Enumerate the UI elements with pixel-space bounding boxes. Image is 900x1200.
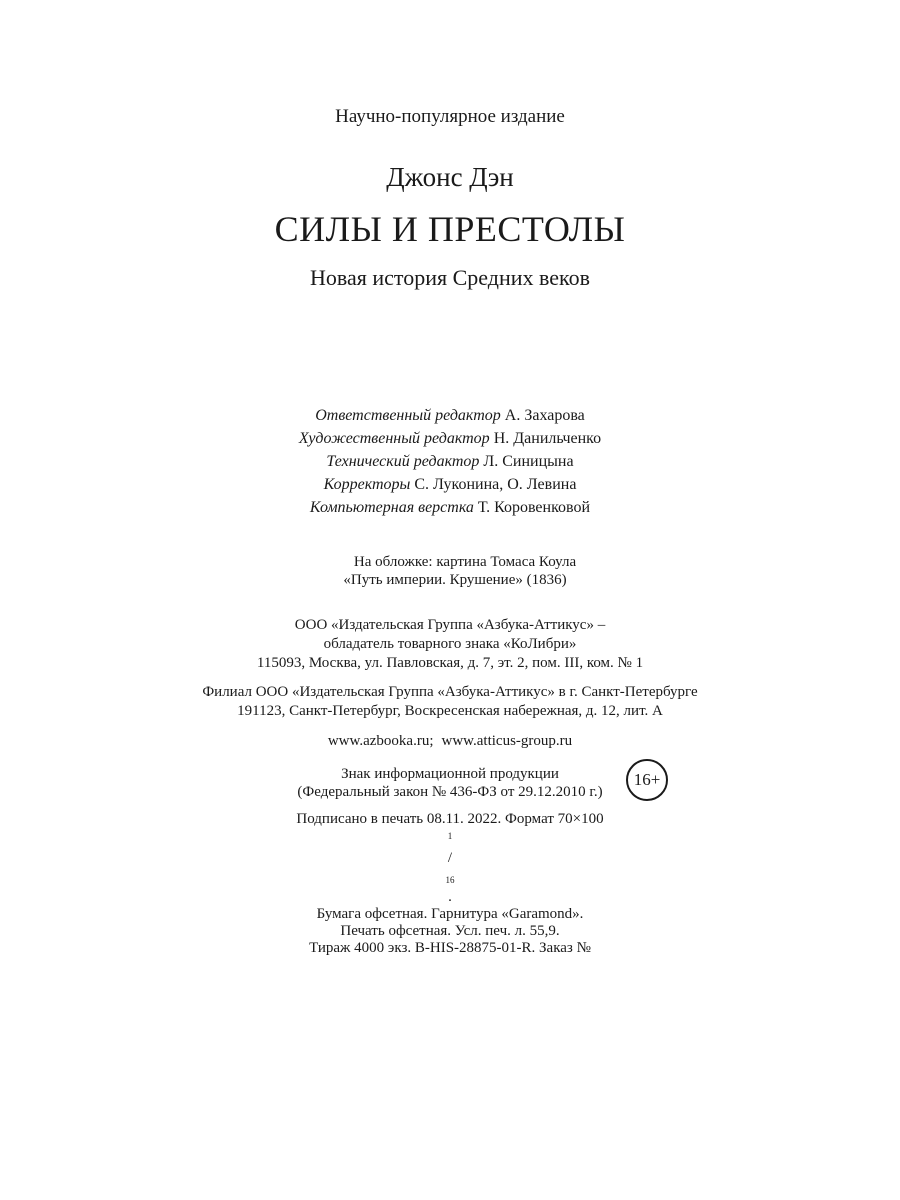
- print-format-text: Подписано в печать 08.11. 2022. Формат 70×100: [296, 811, 604, 827]
- format-denominator: 16: [445, 875, 455, 885]
- credit-line: [0, 450, 900, 473]
- publisher-line-3: 115093, Москва, ул. Павловская, д. 7, эт. 2, пом. III, ком. № 1: [256, 655, 644, 671]
- credit-role: Корректоры: [323, 476, 411, 493]
- author-name: Джонс Дэн: [386, 162, 514, 192]
- credit-role: Художественный редактор: [298, 430, 490, 447]
- format-slash: /: [447, 850, 453, 866]
- print-line-1: [0, 811, 900, 906]
- website-link[interactable]: www.atticus-group.ru: [441, 733, 573, 749]
- print-line-3: Печать офсетная. Усл. печ. л. 55,9.: [340, 923, 560, 939]
- credits-block: [0, 404, 900, 519]
- credit-name: Л. Синицына: [483, 453, 574, 470]
- credit-name: Т. Коровенковой: [477, 499, 591, 516]
- credit-role: Ответственный редактор: [315, 407, 501, 424]
- branch-info: [0, 683, 900, 721]
- cover-credit: [0, 553, 900, 589]
- branch-line-1: Филиал ООО «Издательская Группа «Азбука-Аттикус» в г. Санкт-Петербурге: [202, 684, 698, 700]
- info-sign-block: [0, 765, 900, 801]
- credit-name: Н. Данильченко: [493, 430, 602, 447]
- cover-line-2: «Путь империи. Крушение» (1836): [343, 572, 567, 588]
- credit-role: Компьютерная верстка: [309, 499, 474, 516]
- credit-line: [0, 496, 900, 519]
- credit-line: [0, 404, 900, 427]
- websites: [0, 733, 900, 750]
- book-subtitle: Новая история Средних веков: [310, 265, 590, 290]
- credit-name: А. Захарова: [504, 407, 585, 424]
- age-rating-badge: 16+: [626, 759, 668, 801]
- website-link[interactable]: www.azbooka.ru;: [327, 733, 434, 749]
- publisher-line-2: обладатель товарного знака «КоЛибри»: [323, 636, 577, 652]
- book-title: СИЛЫ И ПРЕСТОЛЫ: [274, 209, 626, 249]
- publisher-line-1: ООО «Издательская Группа «Азбука-Аттикус» –: [294, 617, 606, 633]
- credit-name: С. Луконина, О. Левина: [414, 476, 577, 493]
- credit-line: [0, 427, 900, 450]
- credit-line: [0, 473, 900, 496]
- info-sign-line-2: (Федеральный закон № 436-ФЗ от 29.12.2010 г.): [297, 784, 603, 800]
- print-line-2: Бумага офсетная. Гарнитура «Garamond».: [316, 906, 584, 922]
- cover-line-1: На обложке: картина Томаса Коула: [353, 554, 577, 570]
- info-sign-line-1: Знак информационной продукции: [341, 766, 559, 782]
- print-info: [0, 811, 900, 957]
- print-line-4: Тираж 4000 экз. B-HIS-28875-01-R. Заказ №: [309, 940, 591, 956]
- format-numerator: 1: [447, 831, 453, 841]
- format-end: .: [448, 889, 452, 905]
- edition-type: Научно-популярное издание: [335, 106, 565, 127]
- branch-line-2: 191123, Санкт-Петербург, Воскресенская набережная, д. 12, лит. А: [237, 703, 663, 719]
- publisher-info: [0, 616, 900, 673]
- credit-role: Технический редактор: [326, 453, 480, 470]
